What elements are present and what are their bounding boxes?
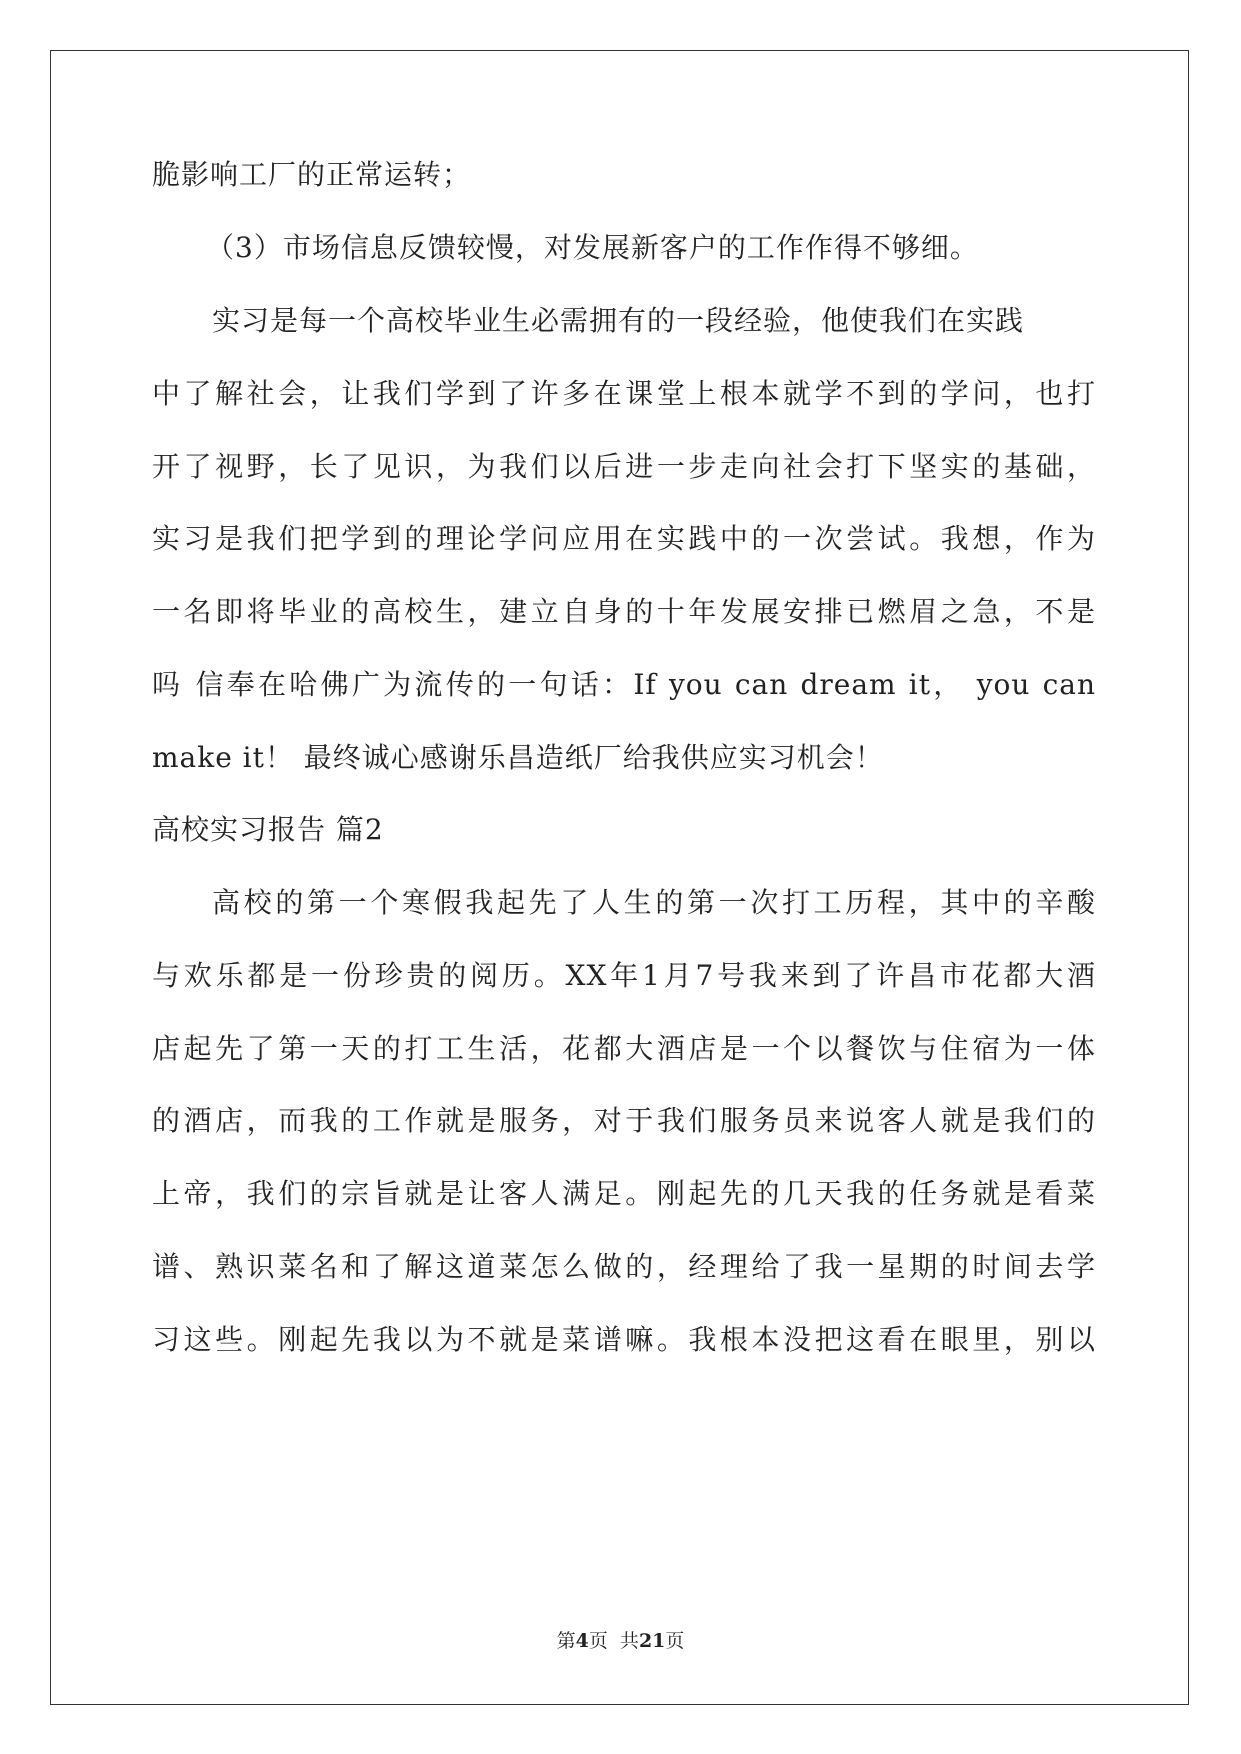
text-line: 中了解社会，让我们学到了许多在课堂上根本就学不到的学问，也打 [152, 377, 1096, 410]
text-line: 一名即将毕业的高校生，建立自身的十年发展安排已燃眉之急，不是 [152, 595, 1096, 628]
text-line: 与欢乐都是一份珍贵的阅历。XX年1月7号我来到了许昌市花都大酒 [152, 959, 1096, 992]
paragraph-start: 实习是每一个高校毕业生必需拥有的一段经验，他使我们在实践 [212, 304, 1025, 337]
text-line: 的酒店，而我的工作就是服务，对于我们服务员来说客人就是我们的 [152, 1104, 1096, 1137]
text-line: 上帝，我们的宗旨就是让客人满足。刚起先的几天我的任务就是看菜 [152, 1177, 1096, 1210]
text-line: make it！ 最终诚心感谢乐昌造纸厂给我供应实习机会！ [152, 741, 884, 774]
text-line: （3）市场信息反馈较慢，对发展新客户的工作作得不够细。 [206, 231, 979, 264]
text-line: 吗 信奉在哈佛广为流传的一句话：If you can dream it， you can [152, 668, 1096, 701]
text-line: 习这些。刚起先我以为不就是菜谱嘛。我根本没把这看在眼里，别以 [152, 1323, 1096, 1356]
paragraph-start: 高校的第一个寒假我起先了人生的第一次打工历程，其中的辛酸 [212, 886, 1096, 919]
text-line: 脆影响工厂的正常运转； [152, 158, 472, 191]
section-heading: 高校实习报告 篇2 [152, 813, 384, 846]
total-page-count: 21 [638, 1630, 666, 1652]
text-line: 开了视野，长了见识，为我们以后进一步走向社会打下坚实的基础， [152, 450, 1096, 483]
text-line: 店起先了第一天的打工生活，花都大酒店是一个以餐饮与住宿为一体 [152, 1032, 1096, 1065]
text-line: 谱、熟识菜名和了解这道菜怎么做的，经理给了我一星期的时间去学 [152, 1250, 1096, 1283]
current-page-number: 4 [575, 1630, 589, 1652]
text-line: 实习是我们把学到的理论学问应用在实践中的一次尝试。我想，作为 [152, 522, 1096, 555]
footer-middle: 页 共 [588, 1630, 639, 1652]
footer-prefix: 第 [556, 1630, 576, 1652]
page-footer [0, 1629, 1241, 1653]
footer-suffix: 页 [665, 1630, 685, 1652]
